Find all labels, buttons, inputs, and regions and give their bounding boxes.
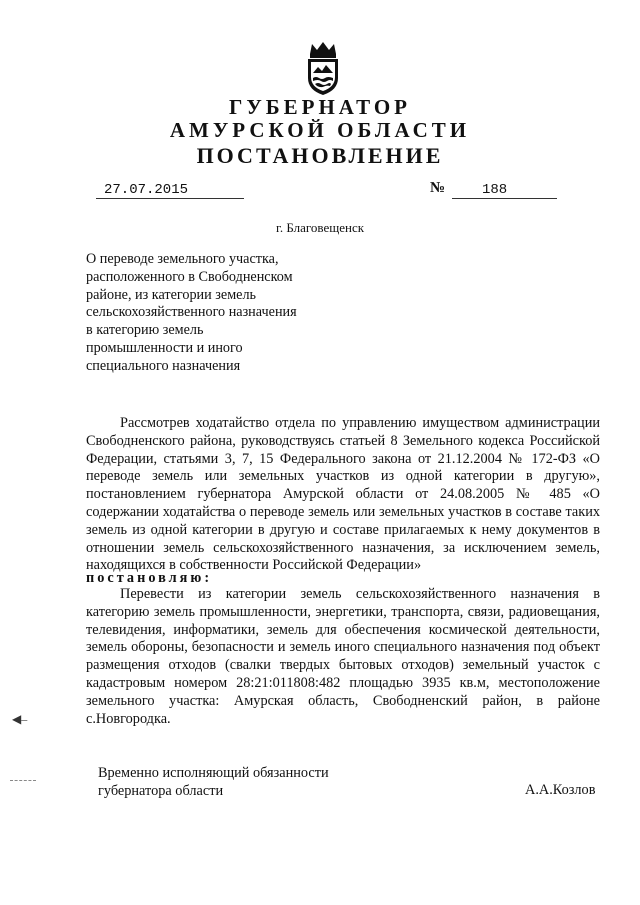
coat-of-arms-icon bbox=[302, 40, 344, 96]
document-date: 27.07.2015 bbox=[104, 182, 189, 198]
preamble-paragraph: Рассмотрев ходатайство отдела по управлению имуществом администрации Свободненского района, руководствуясь статьей 8 Земельного кодекса Российской Федерации, статьями 3, 7, 15 Федерального закона от 21.12.2004 № 172-ФЗ «О переводе земель или земельных участков из одной категории в другую», постановлением губернатора Амурской области от 24.08.2005 № 485 «О содержании ходатайства о переводе земель или земельных участков в составе таких земель из одной категории в другую и составе прилагаемых к нему документов в отношении земель сельскохозяйственного назначения, за исключением земель, находящихся в собственности Российской Федерации» bbox=[86, 415, 600, 574]
subject-line: промышленности и иного bbox=[86, 339, 243, 356]
subject-line: специального назначения bbox=[86, 357, 241, 374]
document-subject bbox=[86, 251, 326, 376]
number-underline bbox=[452, 198, 557, 199]
date-underline bbox=[96, 198, 244, 199]
signatory-title-line: Временно исполняющий обязанности bbox=[98, 765, 329, 781]
subject-line: расположенного в Свободненском bbox=[86, 268, 293, 285]
document-type: ПОСТАНОВЛЕНИЕ bbox=[196, 143, 444, 168]
resolution-paragraph: Перевести из категории земель сельскохозяйственного назначения в категорию земель промышленности, энергетики, транспорта, связи, радиовещания, телевидения, информатики, земель для обеспечения космической деятельности, земель обороны, безопасности и земель иного специального назначения под объект размещения отходов (свалки твердых бытовых отходов) земельный участок с кадастровым номером 28:21:011808:482 площадью 3935 кв.м, местоположение земельного участка: Амурская область, Свободненский район, в районе с.Новгородка. bbox=[86, 586, 600, 727]
subject-line: О переводе земельного участка, bbox=[86, 251, 279, 267]
margin-dash bbox=[10, 780, 36, 781]
resolve-word: постановляю: bbox=[86, 570, 213, 586]
margin-arrow-icon: ◀– bbox=[12, 712, 28, 726]
document-number: 188 bbox=[482, 182, 508, 198]
signatory-title-line: губернатора области bbox=[98, 783, 224, 799]
subject-line: сельскохозяйственного назначения bbox=[86, 304, 297, 321]
subject-line: в категорию земель bbox=[86, 322, 204, 339]
signatory-title bbox=[98, 764, 329, 800]
authority-title: ГУБЕРНАТОР bbox=[228, 95, 412, 119]
signatory-name: А.А.Козлов bbox=[525, 782, 596, 798]
number-sign: № bbox=[430, 180, 446, 196]
document-city: г. Благовещенск bbox=[275, 220, 365, 235]
subject-line: районе, из категории земель bbox=[86, 286, 257, 303]
authority-region: АМУРСКОЙ ОБЛАСТИ bbox=[169, 118, 471, 142]
